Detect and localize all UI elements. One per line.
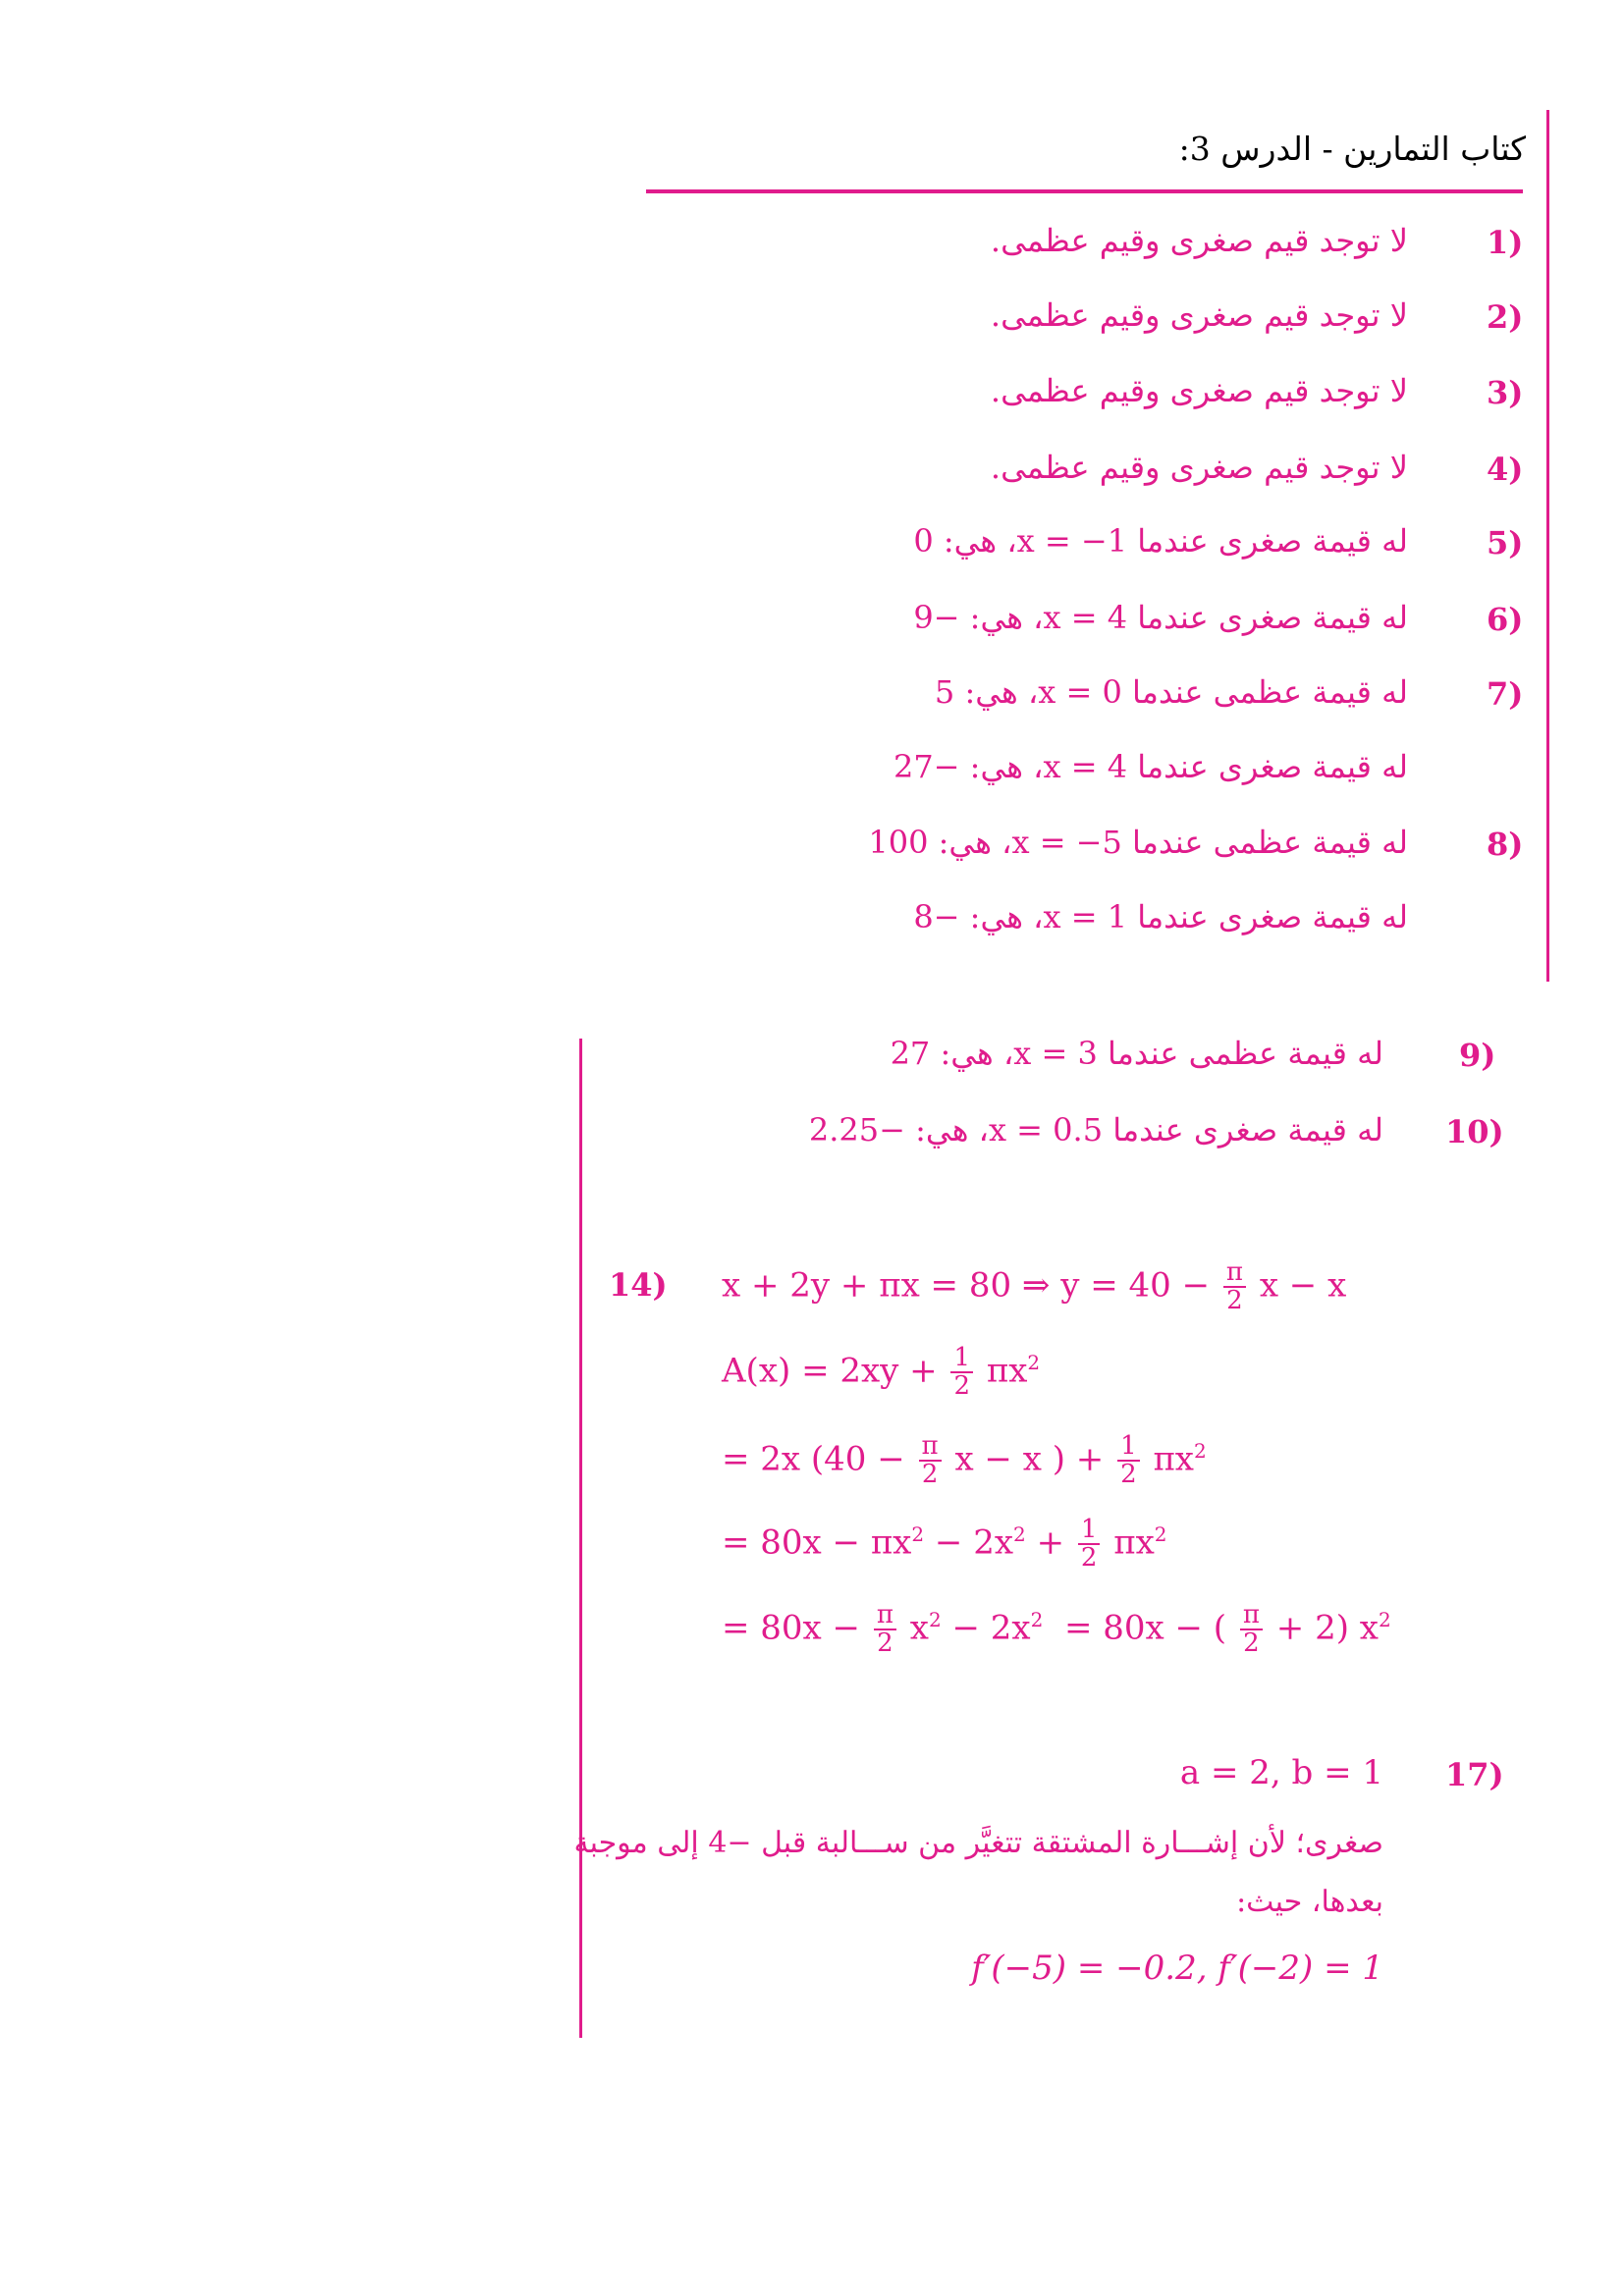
item-number: 10) [1445,1113,1504,1150]
expression: = 80x − πx [722,1522,912,1563]
fraction: $\frac{\pi}{2}$ [919,1433,942,1489]
expression: − 2x [934,1522,1014,1563]
fraction: $\frac{1}{2}$ [950,1345,973,1401]
item-number: 5) [1487,524,1524,561]
fraction: $\frac{\pi}{2}$ [874,1602,896,1658]
expression: A(x) = 2xy + [722,1351,938,1391]
header-underline [646,189,1523,193]
item-text: له قيمة صغرى عندما x = −1، هي: 0 [913,522,1408,560]
item-text: لا توجد قيم صغرى وقيم عظمى. [990,449,1408,486]
item-number: 1) [1487,224,1524,261]
item-number: 9) [1459,1037,1496,1074]
explanation-paragraph: صغرى؛ لأن إشـــارة المشتقة تتغيَّر من ســـالبة قبل −4 إلى موجبة بعدها، حيث: [573,1826,1383,1919]
item-number: 6) [1487,601,1524,638]
fraction: $\frac{1}{2}$ [1117,1433,1140,1489]
fraction: $\frac{1}{2}$ [1078,1517,1101,1573]
item-number: 7) [1487,675,1524,713]
equation-line-2: A(x) = 2xy + $\frac{1}{2}$ $\pi x^2$ [722,1343,1041,1402]
right-margin-rule [1546,110,1549,982]
expression: x + 2y + πx = 80 ⇒ y = 40 − [722,1265,1211,1306]
item-text: لا توجد قيم صغرى وقيم عظمى. [990,222,1408,259]
item-number: 2) [1487,298,1524,336]
equation-line-3: = 2x (40 − $\frac{\pi}{2}$ x − x ) + $\frac{1}{2}$ $\pi x^2$ [722,1431,1207,1490]
page-title: كتاب التمارين - الدرس 3: [1178,130,1526,168]
expression: = 80x − ( [1063,1608,1227,1648]
equation-line-5: = 80x − $\frac{\pi}{2}$ $x^2 - 2x^2 = 80x$ − ( $\frac{\pi}{2}$ + 2) $x^2$ [722,1600,1391,1659]
expression: + [1036,1522,1065,1563]
item-text: له قيمة صغرى عندما x = 4، هي: −9 [913,599,1408,636]
item-text: له قيمة صغرى عندما x = 0.5، هي: −2.25 [808,1111,1383,1148]
expression: = 80x − [722,1608,861,1648]
item-number: 4) [1487,451,1524,488]
expression: x [909,1608,929,1648]
item-text: له قيمة صغرى عندما x = 1، هي: −8 [913,898,1408,935]
equation-line-1 [722,1259,1346,1315]
item-text: له قيمة عظمى عندما x = −5، هي: 100 [868,824,1408,861]
equation-line-4: = $80x - \pi x^2 - 2x^2$ + $\frac{1}{2}$ $\pi x^2$ [722,1515,1167,1574]
expression: = 2x (40 − [722,1439,905,1479]
item-text: له قيمة صغرى عندما x = 4، هي: −27 [893,748,1408,785]
fraction: $\frac{\pi}{2}$ [1223,1259,1246,1315]
item-number: 17) [1445,1756,1504,1793]
expression: x − x [1259,1265,1347,1306]
item-number: 8) [1487,826,1524,863]
fraction: $\frac{\pi}{2}$ [1240,1602,1263,1658]
equation: a = 2, b = 1 [1179,1753,1383,1792]
item-text: لا توجد قيم صغرى وقيم عظمى. [990,296,1408,334]
item-number: 3) [1487,374,1524,411]
derivative-values: f′(−5) = −0.2, f′(−2) = 1 [971,1949,1383,1988]
expression: πx [1113,1522,1155,1563]
expression: − 2x [951,1608,1031,1648]
item-text: لا توجد قيم صغرى وقيم عظمى. [990,372,1408,409]
expression: πx [1153,1439,1194,1479]
expression: x − x ) + [954,1439,1105,1479]
item-text: له قيمة عظمى عندما x = 0، هي: 5 [934,673,1408,711]
expression: + 2) x [1275,1608,1379,1648]
item-text: له قيمة عظمى عندما x = 3، هي: 27 [890,1035,1383,1072]
expression: πx [986,1351,1028,1391]
item-number: 14) [609,1266,668,1304]
